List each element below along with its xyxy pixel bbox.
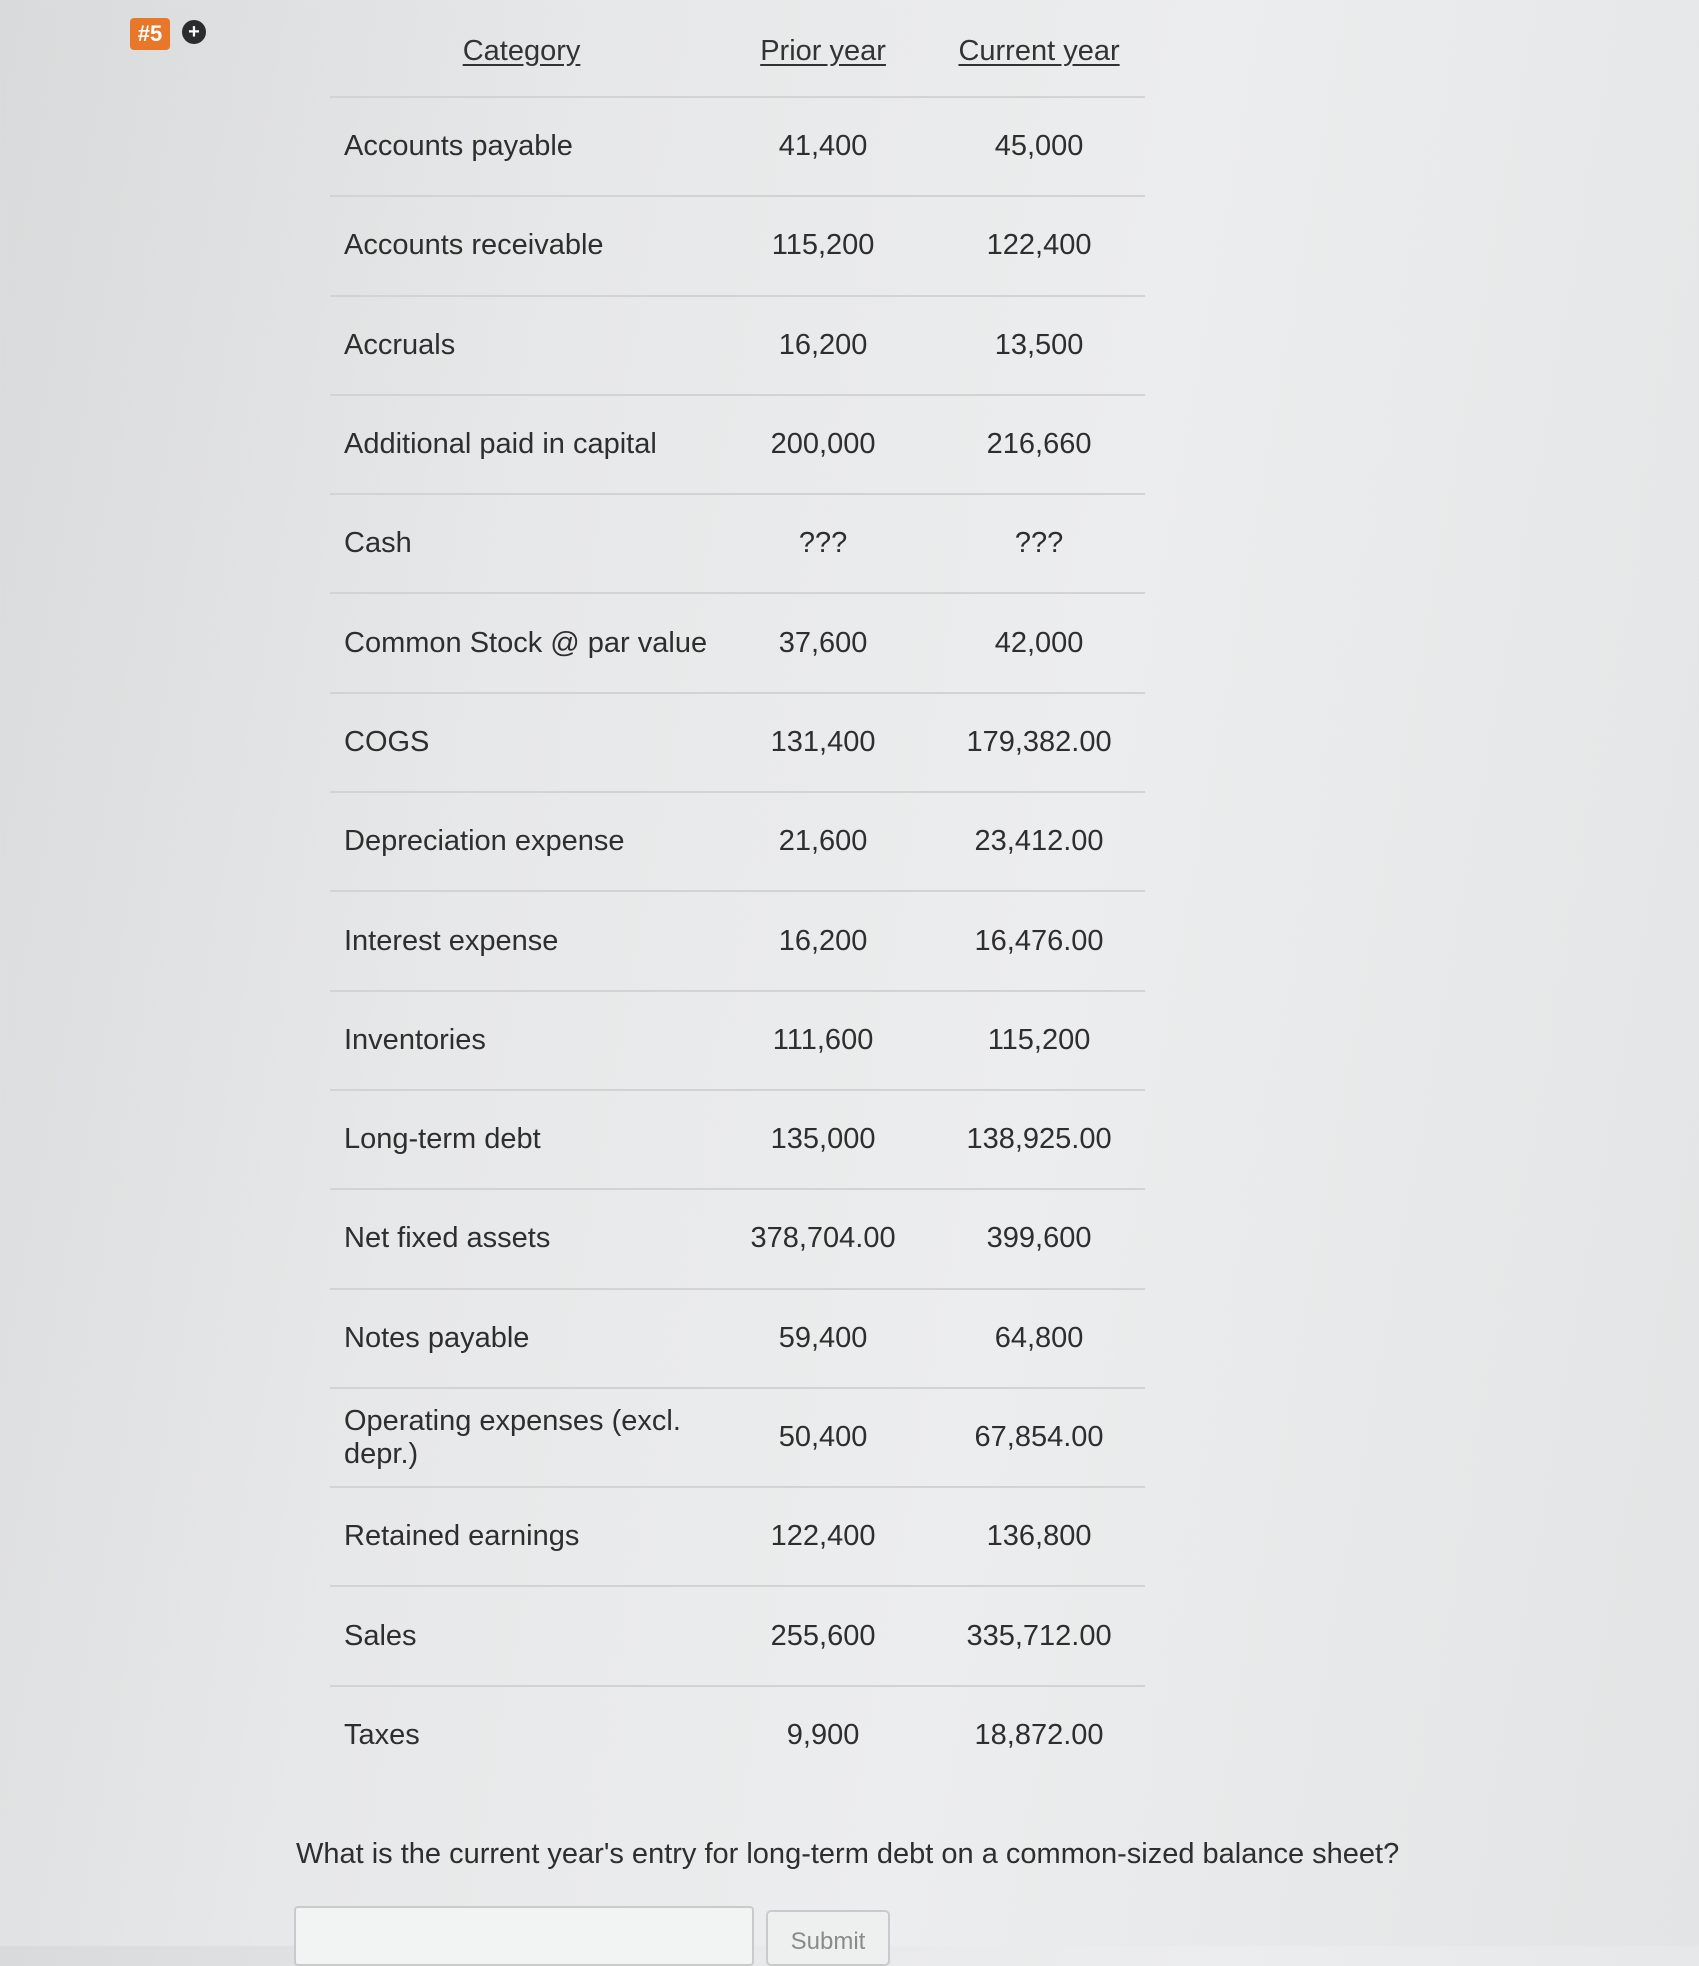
prior-year-cell: 200,000 — [713, 395, 933, 494]
prior-year-cell: 16,200 — [713, 891, 933, 990]
current-year-cell: 23,412.00 — [933, 792, 1145, 891]
table-row — [330, 792, 1145, 891]
prior-year-cell: 59,400 — [713, 1289, 933, 1388]
category-cell: Common Stock @ par value — [330, 593, 713, 692]
current-year-cell: ??? — [933, 494, 1145, 593]
current-year-cell: 13,500 — [933, 296, 1145, 395]
submit-button[interactable]: Submit — [766, 1910, 890, 1966]
table-row — [330, 593, 1145, 692]
prior-year-cell: 135,000 — [713, 1090, 933, 1189]
prior-year-cell: 9,900 — [713, 1686, 933, 1784]
category-cell: Notes payable — [330, 1289, 713, 1388]
table-row — [330, 1487, 1145, 1586]
table-header-row — [330, 6, 1145, 97]
table-row — [330, 1090, 1145, 1189]
current-year-cell: 64,800 — [933, 1289, 1145, 1388]
current-year-cell: 399,600 — [933, 1189, 1145, 1288]
prior-year-cell: 255,600 — [713, 1586, 933, 1685]
table-body — [330, 97, 1145, 1784]
category-cell: COGS — [330, 693, 713, 792]
prior-year-cell: 37,600 — [713, 593, 933, 692]
category-cell: Sales — [330, 1586, 713, 1685]
financial-data-table — [330, 6, 1145, 1784]
prior-year-cell: 131,400 — [713, 693, 933, 792]
category-cell: Long-term debt — [330, 1090, 713, 1189]
current-year-cell: 18,872.00 — [933, 1686, 1145, 1784]
prior-year-cell: 21,600 — [713, 792, 933, 891]
column-header-current-year[interactable]: Current year — [958, 34, 1120, 67]
category-cell: Additional paid in capital — [330, 395, 713, 494]
category-cell: Net fixed assets — [330, 1189, 713, 1288]
category-cell: Interest expense — [330, 891, 713, 990]
category-cell: Cash — [330, 494, 713, 593]
table-row — [330, 991, 1145, 1090]
table-row — [330, 97, 1145, 196]
category-cell: Operating expenses (excl. depr.) — [330, 1388, 713, 1487]
table-row — [330, 693, 1145, 792]
category-cell: Accounts payable — [330, 97, 713, 196]
current-year-cell: 16,476.00 — [933, 891, 1145, 990]
prior-year-cell: 115,200 — [713, 196, 933, 295]
current-year-cell: 42,000 — [933, 593, 1145, 692]
category-cell: Depreciation expense — [330, 792, 713, 891]
table-row — [330, 1289, 1145, 1388]
table-row — [330, 891, 1145, 990]
table-row — [330, 196, 1145, 295]
category-cell: Inventories — [330, 991, 713, 1090]
prior-year-cell: 378,704.00 — [713, 1189, 933, 1288]
category-cell: Retained earnings — [330, 1487, 713, 1586]
prior-year-cell: 122,400 — [713, 1487, 933, 1586]
category-cell: Taxes — [330, 1686, 713, 1784]
table-row — [330, 395, 1145, 494]
current-year-cell: 179,382.00 — [933, 693, 1145, 792]
current-year-cell: 115,200 — [933, 991, 1145, 1090]
question-text: What is the current year's entry for long-term debt on a common-sized balance sheet? — [296, 1838, 1400, 1870]
column-header-prior-year[interactable]: Prior year — [760, 34, 886, 67]
current-year-cell: 45,000 — [933, 97, 1145, 196]
table-row — [330, 1189, 1145, 1288]
prior-year-cell: 50,400 — [713, 1388, 933, 1487]
plus-circle-icon[interactable]: + — [182, 20, 206, 44]
current-year-cell: 136,800 — [933, 1487, 1145, 1586]
prior-year-cell: 41,400 — [713, 97, 933, 196]
table-row — [330, 1686, 1145, 1784]
prior-year-cell: 16,200 — [713, 296, 933, 395]
current-year-cell: 122,400 — [933, 196, 1145, 295]
category-cell: Accruals — [330, 296, 713, 395]
answer-input[interactable] — [294, 1906, 754, 1966]
column-header-category[interactable]: Category — [462, 34, 581, 67]
current-year-cell: 216,660 — [933, 395, 1145, 494]
table-row — [330, 1388, 1145, 1487]
prior-year-cell: 111,600 — [713, 991, 933, 1090]
question-number-badge: #5 — [130, 18, 170, 50]
category-cell: Accounts receivable — [330, 196, 713, 295]
current-year-cell: 67,854.00 — [933, 1388, 1145, 1487]
prior-year-cell: ??? — [713, 494, 933, 593]
table-row — [330, 296, 1145, 395]
current-year-cell: 335,712.00 — [933, 1586, 1145, 1685]
table-row — [330, 494, 1145, 593]
current-year-cell: 138,925.00 — [933, 1090, 1145, 1189]
table-row — [330, 1586, 1145, 1685]
